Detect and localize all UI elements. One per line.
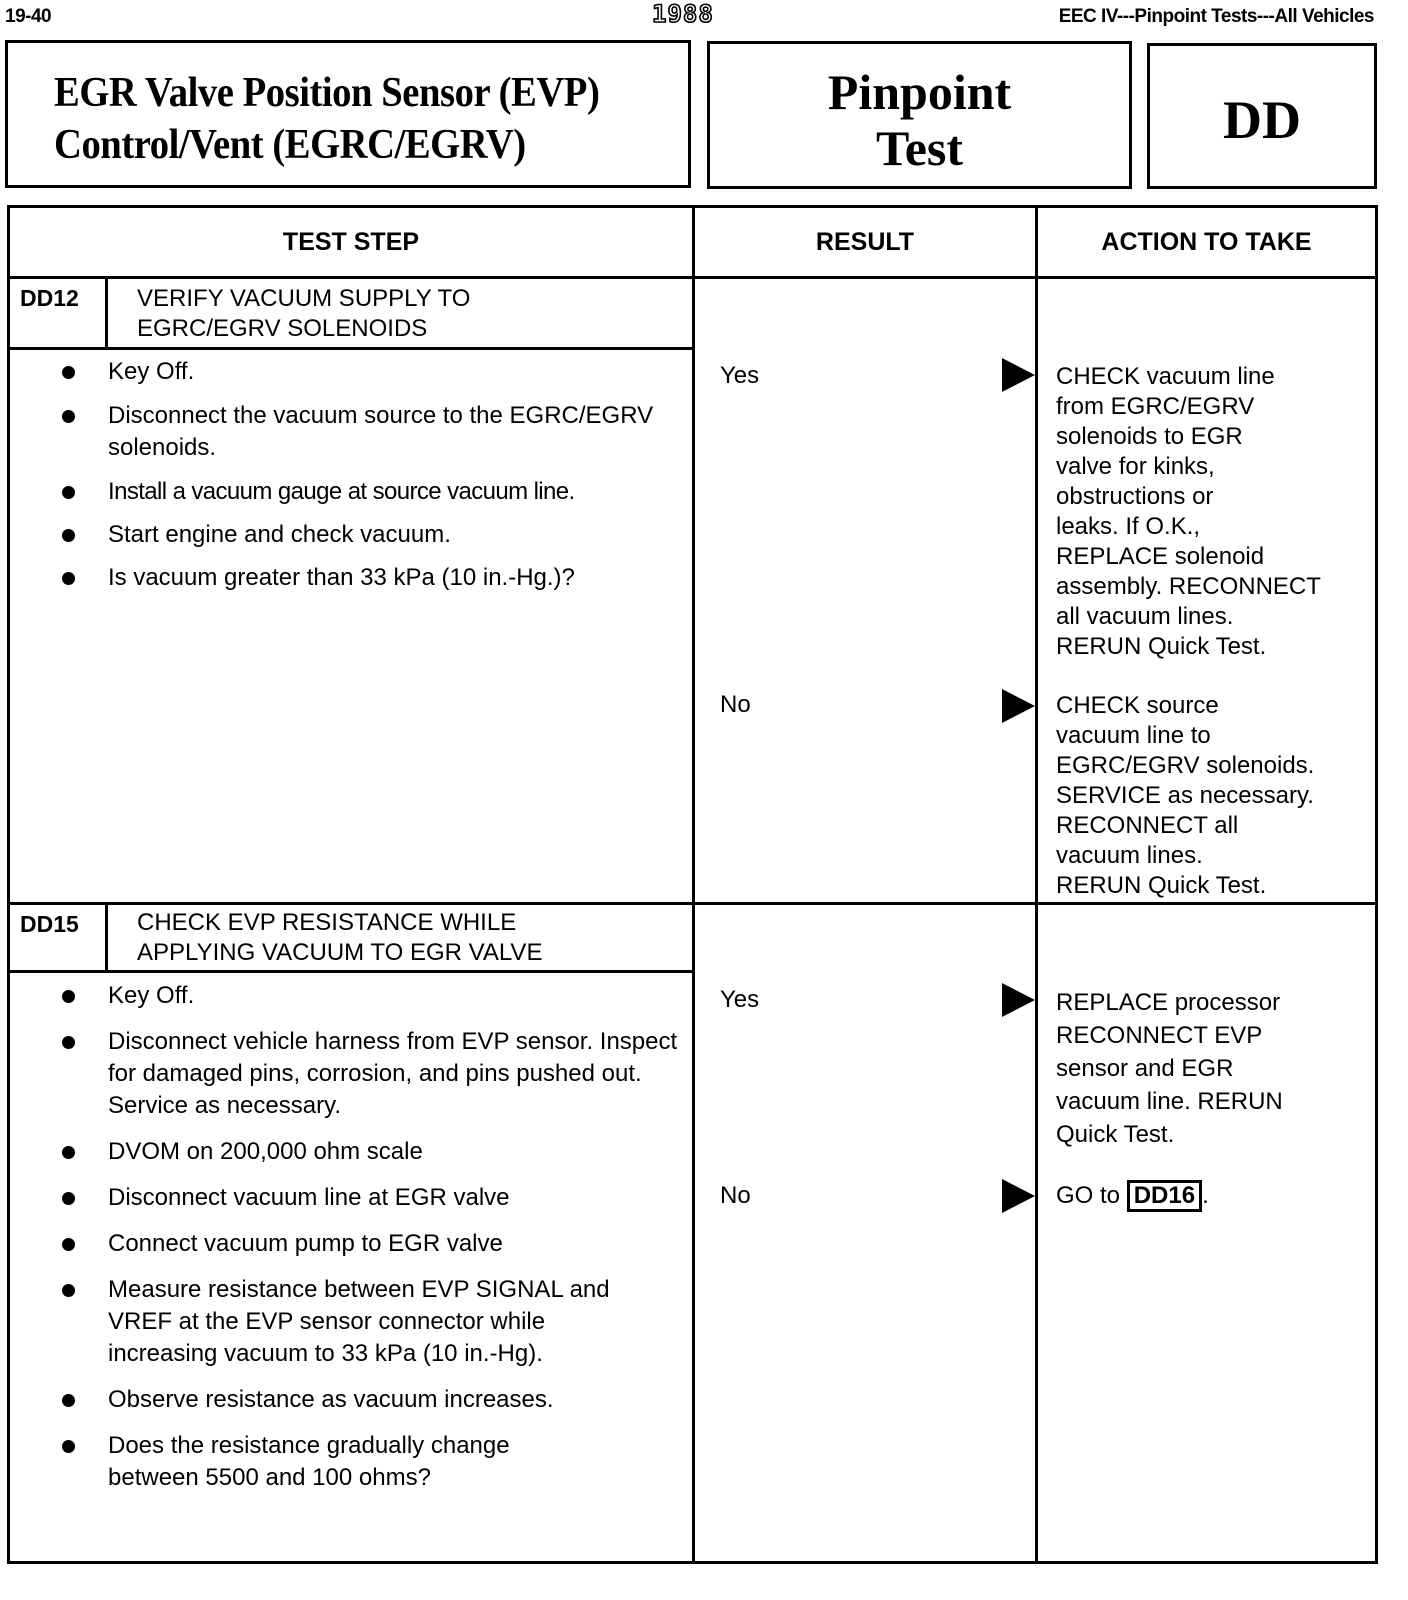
step-title (137, 284, 470, 344)
page-number: 19-40 (5, 6, 52, 27)
title-line-2: Control/Vent (EGRC/EGRV) (54, 122, 526, 168)
step-divider (10, 902, 1375, 905)
step-title-line-2: EGRC/EGRV SOLENOIDS (137, 315, 428, 342)
pinpoint-test-table (7, 205, 1378, 1564)
instruction-item: Disconnect vacuum line at EGR valve (60, 1182, 680, 1214)
arrow-right-icon (1002, 358, 1035, 392)
result-yes: Yes (720, 362, 760, 389)
test-label: Test (875, 120, 964, 176)
step-title (137, 908, 542, 968)
action-no (1056, 1180, 1376, 1212)
result-yes: Yes (720, 986, 760, 1013)
instruction-item: Key Off. (60, 980, 680, 1012)
bullet-icon (62, 1146, 75, 1159)
bullet-icon (62, 1192, 75, 1205)
bullet-icon (62, 1284, 75, 1297)
pinpoint-test-box (707, 41, 1132, 189)
goto-prefix: GO to (1056, 1182, 1121, 1209)
instruction-item: Install a vacuum gauge at source vacuum line. (60, 476, 680, 508)
instruction-item: Measure resistance between EVP SIGNAL and VREF at the EVP sensor connector while increasing vacuum to 33 kPa (10 in.-Hg). (60, 1274, 680, 1370)
step-id: DD15 (20, 911, 79, 937)
step-instructions (60, 980, 680, 1494)
step-title-line-2: APPLYING VACUUM TO EGR VALVE (137, 939, 543, 966)
column-divider-2 (1035, 208, 1038, 1561)
title-line-1: EGR Valve Position Sensor (EVP) (54, 70, 600, 116)
step-id-divider (105, 902, 108, 970)
instruction-item: Connect vacuum pump to EGR valve (60, 1228, 680, 1260)
action-no: CHECK source vacuum line to EGRC/EGRV solenoids. SERVICE as necessary. RECONNECT all vacuum lines. RERUN Quick Test. (1056, 692, 1315, 899)
instruction-item: DVOM on 200,000 ohm scale (60, 1136, 680, 1168)
bullet-icon (62, 1238, 75, 1251)
column-header-result: RESULT (815, 228, 915, 256)
bullet-icon (62, 1394, 75, 1407)
bullet-icon (62, 572, 75, 585)
bullet-icon (62, 990, 75, 1003)
goto-step-link[interactable]: DD16 (1127, 1180, 1202, 1212)
step-title-divider (10, 347, 692, 350)
step-id-divider (105, 276, 108, 348)
column-header-test-step: TEST STEP (282, 228, 420, 256)
bullet-icon (62, 410, 75, 423)
test-code: DD (1223, 90, 1301, 150)
instruction-item: Disconnect the vacuum source to the EGRC/EGRV solenoids. (60, 400, 680, 464)
header-divider (10, 276, 1375, 279)
instruction-item: Is vacuum greater than 33 kPa (10 in.-Hg.)? (60, 562, 680, 594)
page-title (54, 67, 599, 171)
instruction-item: Key Off. (60, 356, 680, 388)
year-mark: 1988 (652, 0, 714, 28)
step-id: DD12 (20, 285, 79, 311)
instruction-item: Disconnect vehicle harness from EVP sensor. Inspect for damaged pins, corrosion, and pins pushed out. Service as necessary. (60, 1026, 680, 1122)
bullet-icon (62, 366, 75, 379)
instruction-item: Does the resistance gradually change between 5500 and 100 ohms? (60, 1430, 680, 1494)
step-title-line-1: VERIFY VACUUM SUPPLY TO (137, 285, 471, 312)
column-divider-1 (692, 208, 695, 1561)
column-header-action: ACTION TO TAKE (1101, 228, 1312, 256)
bullet-icon (62, 529, 75, 542)
result-no: No (720, 1182, 751, 1209)
title-box (5, 40, 691, 188)
bullet-icon (62, 1440, 75, 1453)
step-title-line-1: CHECK EVP RESISTANCE WHILE (137, 909, 517, 936)
step-title-divider (10, 970, 692, 973)
bullet-icon (62, 486, 75, 499)
action-yes: CHECK vacuum line from EGRC/EGRV solenoids to EGR valve for kinks, obstructions or leaks. If O.K., REPLACE solenoid assembly. RECONNECT all vacuum lines. RERUN Quick Test. (1056, 363, 1321, 660)
arrow-right-icon (1002, 983, 1035, 1017)
goto-suffix: . (1202, 1182, 1209, 1209)
instruction-item: Observe resistance as vacuum increases. (60, 1384, 680, 1416)
step-instructions (60, 356, 680, 594)
arrow-right-icon (1002, 1179, 1035, 1213)
pinpoint-label: Pinpoint (827, 64, 1012, 120)
running-head: EEC IV---Pinpoint Tests---All Vehicles (1058, 6, 1374, 27)
action-yes: REPLACE processor RECONNECT EVP sensor and EGR vacuum line. RERUN Quick Test. (1056, 989, 1283, 1148)
test-code-box (1147, 43, 1377, 189)
bullet-icon (62, 1036, 75, 1049)
instruction-item: Start engine and check vacuum. (60, 519, 680, 551)
arrow-right-icon (1002, 689, 1035, 723)
result-no: No (720, 691, 751, 718)
